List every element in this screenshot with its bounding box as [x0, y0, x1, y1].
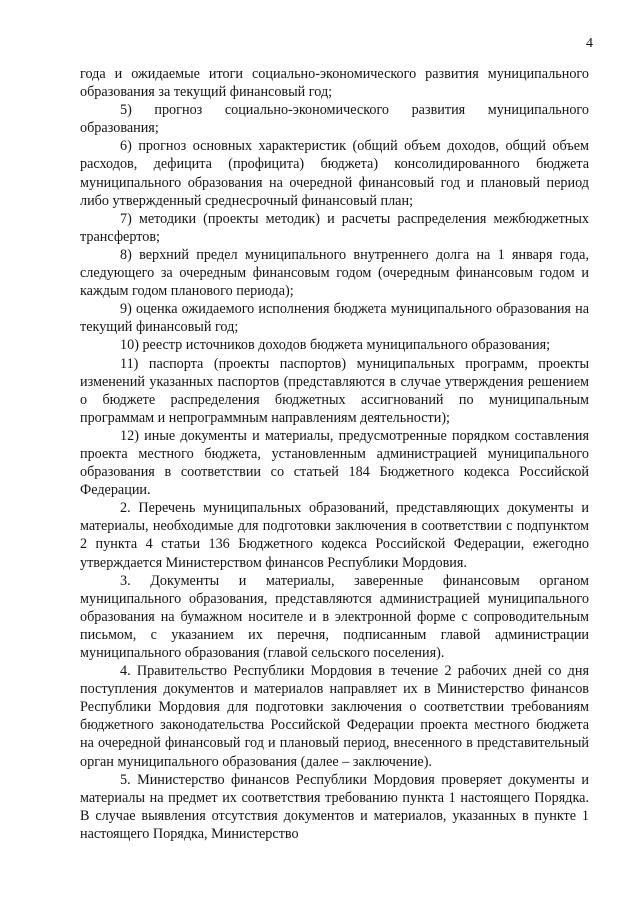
section-5: 5. Министерство финансов Республики Мордовия проверяет документы и материалы на предмет их соответствия требованию пункта 1 настоящего Порядка. В случае выявления отсутствия документов и материалов, указанных в пункте 1 настоящего Порядка, Министерство [80, 771, 589, 842]
page-number: 4 [586, 36, 593, 51]
list-item-12: 12) иные документы и материалы, предусмотренные порядком составления проекта местного бюджета, установленным администрацией муниципального образования в соответствии со статьей 184 Бюджетного кодекса Российской Федерации. [80, 427, 589, 499]
list-item-8: 8) верхний предел муниципального внутреннего долга на 1 января года, следующего за очередным финансовым годом (очередным финансовым годом и каждым годом планового периода); [80, 246, 589, 300]
section-4: 4. Правительство Республики Мордовия в течение 2 рабочих дней со дня поступления документов и материалов направляет их в Министерство финансов Республики Мордовия для подготовки заключения о соответствии требованиям бюджетного законодательства Российской Федерации проекта местного бюджета на очередной финансовый год и плановый период, внесенного в представительный орган муниципального образования (далее – заключение). [80, 663, 589, 770]
list-item-9: 9) оценка ожидаемого исполнения бюджета муниципального образования на текущий финансовый год; [80, 301, 589, 336]
list-item-6: 6) прогноз основных характеристик (общий объем доходов, общий объем расходов, дефицита (профицита) бюджета) консолидированного бюджета муниципального образования на очередной финансовый год и плановый период либо утвержденный среднесрочный финансовый план; [80, 138, 589, 209]
paragraph-continued: года и ожидаемые итоги социально-экономического развития муниципального образования за текущий финансовый год; [80, 66, 589, 101]
list-item-5: 5) прогноз социально-экономического развития муниципального образования; [80, 102, 589, 137]
list-item-7: 7) методики (проекты методик) и расчеты распределения межбюджетных трансфертов; [80, 210, 589, 245]
section-3: 3. Документы и материалы, заверенные финансовым органом муниципального образования, представляются администрацией муниципального образования на бумажном носителе и в электронной форме с сопроводительным письмом, с указанием их перечня, подписанным главой администрации муниципального образования (главой сельского поселения). [80, 572, 589, 661]
section-2: 2. Перечень муниципальных образований, представляющих документы и материалы, необходимые для подготовки заключения в соответствии с подпунктом 2 пункта 4 статьи 136 Бюджетного кодекса Российской Федерации, ежегодно утверждается Министерством финансов Республики Мордовия. [80, 500, 589, 571]
list-item-11: 11) паспорта (проекты паспортов) муниципальных программ, проекты изменений указанных паспортов (представляются в случае утверждения решением о бюджете распределения бюджетных ассигнований по муниципальным программам и непрограммным направлениям деятельности); [80, 355, 589, 426]
list-item-10: 10) реестр источников доходов бюджета муниципального образования; [120, 337, 551, 354]
document-body [80, 65, 589, 843]
